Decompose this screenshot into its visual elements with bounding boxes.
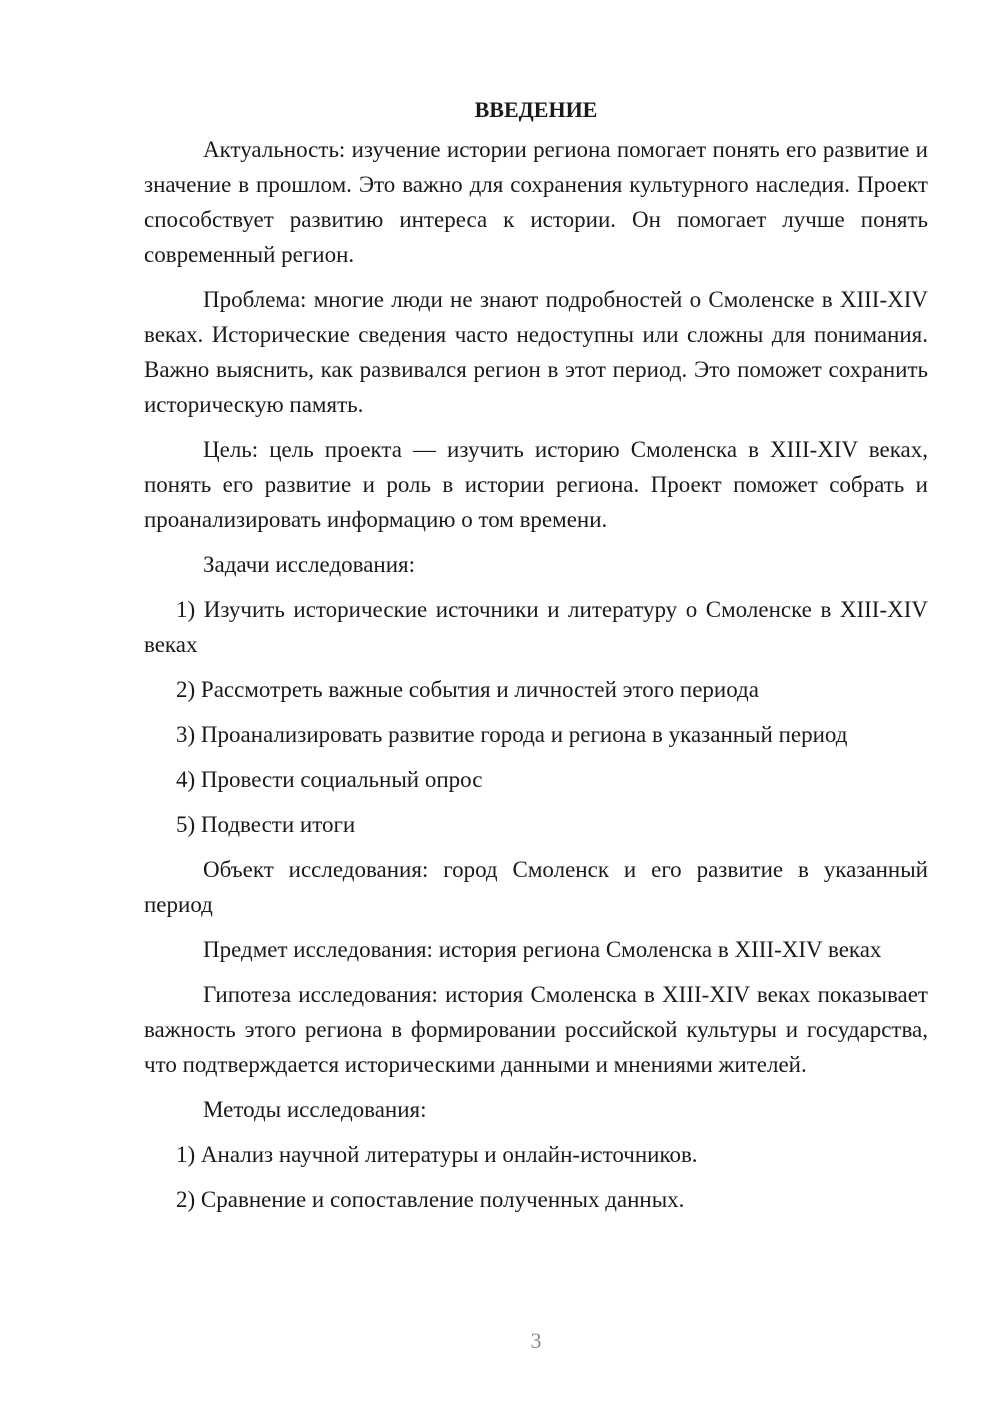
tasks-heading: Задачи исследования: [203, 552, 416, 577]
goal-paragraph: Цель: цель проекта — изучить историю Смоленска в XIII-XIV веках, понять его развитие и роль в истории региона. Проект поможет собрать и проанализировать информацию о том времени. [144, 437, 928, 532]
task-item: 4) Провести социальный опрос [176, 767, 483, 792]
methods-heading: Методы исследования: [203, 1097, 427, 1122]
page-number: 3 [530, 1328, 542, 1353]
page-content [144, 92, 928, 1227]
subject-paragraph: Предмет исследования: история региона Смоленска в XIII-XIV веках [203, 937, 882, 962]
problem-paragraph: Проблема: многие люди не знают подробностей о Смоленске в XIII-XIV веках. Исторические сведения часто недоступны или сложны для понимания. Важно выяснить, как развивался регион в этот период. Это поможет сохранить историческую память. [144, 287, 928, 417]
task-item: 1) Изучить исторические источники и литературу о Смоленске в XIII-XIV веках [144, 597, 928, 657]
task-item: 2) Рассмотреть важные события и личностей этого периода [176, 677, 759, 702]
method-item: 1) Анализ научной литературы и онлайн-источников. [176, 1142, 698, 1167]
method-item: 2) Сравнение и сопоставление полученных данных. [176, 1187, 685, 1212]
hypothesis-paragraph: Гипотеза исследования: история Смоленска в XIII-XIV веках показывает важность этого региона в формировании российской культуры и государства, что подтверждается историческими данными и мнениями жителей. [144, 982, 928, 1077]
task-item: 3) Проанализировать развитие города и региона в указанный период [176, 722, 848, 747]
relevance-paragraph: Актуальность: изучение истории региона помогает понять его развитие и значение в прошлом. Это важно для сохранения культурного наследия. Проект способствует развитию интереса к истории. Он помогает лучше понять современный регион. [144, 137, 928, 267]
task-item: 5) Подвести итоги [176, 812, 356, 837]
page-title: ВВЕДЕНИЕ [474, 97, 598, 122]
object-paragraph: Объект исследования: город Смоленск и его развитие в указанный период [144, 857, 928, 917]
